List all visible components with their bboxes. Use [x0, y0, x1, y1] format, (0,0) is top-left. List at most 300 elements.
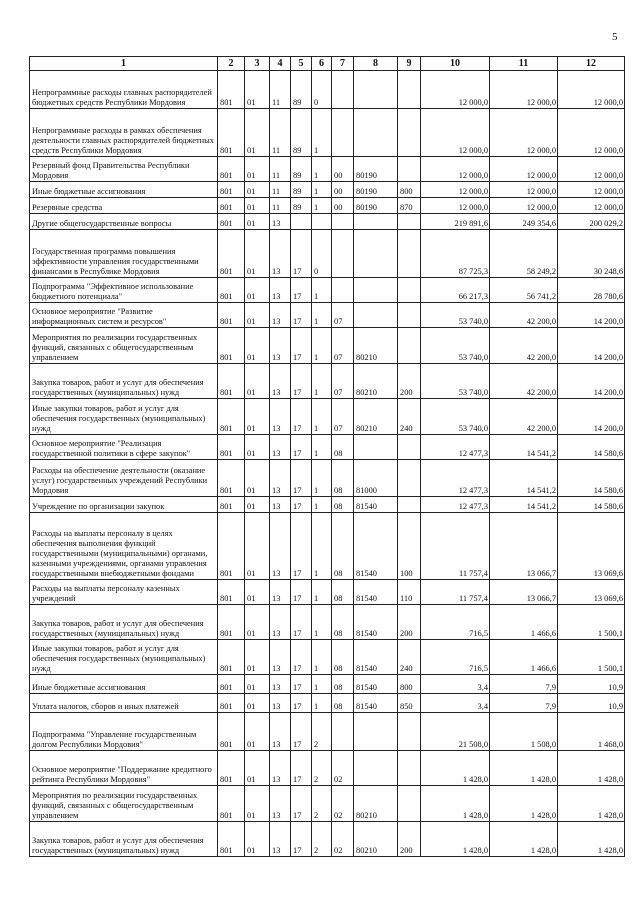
ministry-code-cell: 801: [218, 460, 245, 497]
activity-code-cell: 00: [332, 157, 354, 182]
subsection-code-cell: 13: [270, 694, 291, 713]
ministry-code-cell: 801: [218, 580, 245, 605]
amount-year-3-cell: 1 500,1: [558, 605, 625, 640]
subprogram-code-cell: 0: [312, 230, 332, 278]
program-code-cell: 89: [291, 109, 312, 157]
section-code-cell: 01: [245, 364, 270, 399]
section-code-cell: 01: [245, 109, 270, 157]
activity-code-cell: 00: [332, 182, 354, 198]
subprogram-code-cell: 1: [312, 364, 332, 399]
subprogram-code-cell: [312, 214, 332, 230]
ministry-code-cell: 801: [218, 71, 245, 109]
expense-type-code-cell: 200: [398, 364, 421, 399]
column-header-2: 2: [218, 57, 245, 71]
amount-year-2-cell: 42 200,0: [490, 399, 558, 435]
program-code-cell: 17: [291, 303, 312, 328]
activity-code-cell: [332, 230, 354, 278]
program-code-cell: 17: [291, 580, 312, 605]
amount-year-3-cell: 14 200,0: [558, 328, 625, 364]
table-row: [30, 822, 625, 857]
amount-year-2-cell: 42 200,0: [490, 328, 558, 364]
page-number: 5: [612, 31, 618, 43]
expense-type-code-cell: 850: [398, 694, 421, 713]
amount-year-1-cell: 12 000,0: [421, 109, 490, 157]
amount-year-1-cell: 12 000,0: [421, 182, 490, 198]
activity-code-cell: 08: [332, 605, 354, 640]
column-header-5: 5: [291, 57, 312, 71]
amount-year-2-cell: 1 466,6: [490, 640, 558, 675]
amount-year-2-cell: 58 249,2: [490, 230, 558, 278]
column-header-7: 7: [332, 57, 354, 71]
program-code-cell: 89: [291, 182, 312, 198]
ministry-code-cell: 801: [218, 364, 245, 399]
subprogram-code-cell: 1: [312, 328, 332, 364]
activity-code-cell: 08: [332, 694, 354, 713]
ministry-code-cell: 801: [218, 822, 245, 857]
expense-type-code-cell: 200: [398, 605, 421, 640]
amount-year-3-cell: 14 580,6: [558, 460, 625, 497]
direction-code-cell: [354, 751, 398, 786]
subprogram-code-cell: 1: [312, 497, 332, 513]
amount-year-2-cell: 1 508,0: [490, 713, 558, 751]
direction-code-cell: 81540: [354, 580, 398, 605]
section-code-cell: 01: [245, 182, 270, 198]
column-header-8: 8: [354, 57, 398, 71]
amount-year-2-cell: 12 000,0: [490, 71, 558, 109]
subsection-code-cell: 13: [270, 822, 291, 857]
ministry-code-cell: 801: [218, 497, 245, 513]
section-code-cell: 01: [245, 605, 270, 640]
amount-year-3-cell: 13 069,6: [558, 513, 625, 580]
expense-type-code-cell: 240: [398, 640, 421, 675]
amount-year-2-cell: 42 200,0: [490, 364, 558, 399]
expense-type-code-cell: [398, 230, 421, 278]
table-row: [30, 605, 625, 640]
table-row: [30, 713, 625, 751]
section-code-cell: 01: [245, 399, 270, 435]
amount-year-1-cell: 716,5: [421, 605, 490, 640]
section-code-cell: 01: [245, 751, 270, 786]
subsection-code-cell: 11: [270, 157, 291, 182]
activity-code-cell: [332, 71, 354, 109]
section-code-cell: 01: [245, 278, 270, 303]
expense-type-code-cell: [398, 751, 421, 786]
subprogram-code-cell: 2: [312, 786, 332, 822]
table-row: [30, 71, 625, 109]
amount-year-2-cell: 1 428,0: [490, 822, 558, 857]
expense-type-code-cell: [398, 303, 421, 328]
table-row: [30, 157, 625, 182]
ministry-code-cell: 801: [218, 605, 245, 640]
ministry-code-cell: 801: [218, 435, 245, 460]
amount-year-3-cell: 1 428,0: [558, 751, 625, 786]
item-name-cell: Основное мероприятие "Развитие информационных систем и ресурсов": [30, 303, 218, 328]
item-name-cell: Уплата налогов, сборов и иных платежей: [30, 694, 218, 713]
amount-year-2-cell: 56 741,2: [490, 278, 558, 303]
amount-year-3-cell: 10,9: [558, 694, 625, 713]
expense-type-code-cell: 870: [398, 198, 421, 214]
activity-code-cell: 02: [332, 822, 354, 857]
amount-year-1-cell: 716,5: [421, 640, 490, 675]
item-name-cell: Закупка товаров, работ и услуг для обеспечения государственных (муниципальных) нужд: [30, 605, 218, 640]
amount-year-1-cell: 12 000,0: [421, 157, 490, 182]
amount-year-2-cell: 12 000,0: [490, 182, 558, 198]
amount-year-2-cell: 249 354,6: [490, 214, 558, 230]
ministry-code-cell: 801: [218, 694, 245, 713]
program-code-cell: 17: [291, 694, 312, 713]
table-row: [30, 460, 625, 497]
column-header-4: 4: [270, 57, 291, 71]
table-row: [30, 694, 625, 713]
activity-code-cell: 08: [332, 497, 354, 513]
direction-code-cell: 80210: [354, 822, 398, 857]
section-code-cell: 01: [245, 157, 270, 182]
expense-type-code-cell: 200: [398, 822, 421, 857]
table-row: [30, 364, 625, 399]
item-name-cell: Иные бюджетные ассигнования: [30, 182, 218, 198]
expense-type-code-cell: [398, 786, 421, 822]
subprogram-code-cell: 1: [312, 580, 332, 605]
amount-year-3-cell: 1 428,0: [558, 786, 625, 822]
subsection-code-cell: 11: [270, 182, 291, 198]
section-code-cell: 01: [245, 580, 270, 605]
item-name-cell: Резервный фонд Правительства Республики Мордовия: [30, 157, 218, 182]
amount-year-3-cell: 12 000,0: [558, 182, 625, 198]
direction-code-cell: [354, 713, 398, 751]
program-code-cell: 17: [291, 713, 312, 751]
section-code-cell: 01: [245, 497, 270, 513]
amount-year-2-cell: 12 000,0: [490, 198, 558, 214]
direction-code-cell: [354, 71, 398, 109]
activity-code-cell: 08: [332, 675, 354, 694]
direction-code-cell: [354, 278, 398, 303]
section-code-cell: 01: [245, 460, 270, 497]
table-row: [30, 786, 625, 822]
program-code-cell: 89: [291, 157, 312, 182]
program-code-cell: 17: [291, 640, 312, 675]
expense-type-code-cell: [398, 278, 421, 303]
activity-code-cell: 07: [332, 303, 354, 328]
activity-code-cell: 07: [332, 399, 354, 435]
amount-year-1-cell: 12 000,0: [421, 71, 490, 109]
amount-year-1-cell: 53 740,0: [421, 364, 490, 399]
column-header-9: 9: [398, 57, 421, 71]
expense-type-code-cell: 800: [398, 675, 421, 694]
program-code-cell: 17: [291, 460, 312, 497]
amount-year-2-cell: 1 428,0: [490, 786, 558, 822]
item-name-cell: Иные закупки товаров, работ и услуг для обеспечения государственных (муниципальных) нужд: [30, 640, 218, 675]
item-name-cell: Подпрограмма "Эффективное использование бюджетного потенциала": [30, 278, 218, 303]
amount-year-1-cell: 53 740,0: [421, 303, 490, 328]
column-header-1: 1: [30, 57, 218, 71]
amount-year-2-cell: 13 066,7: [490, 580, 558, 605]
item-name-cell: Иные закупки товаров, работ и услуг для обеспечения государственных (муниципальных) нужд: [30, 399, 218, 435]
activity-code-cell: 08: [332, 513, 354, 580]
item-name-cell: Расходы на выплаты персоналу казенных учреждений: [30, 580, 218, 605]
program-code-cell: 89: [291, 71, 312, 109]
subprogram-code-cell: 1: [312, 640, 332, 675]
section-code-cell: 01: [245, 198, 270, 214]
direction-code-cell: [354, 303, 398, 328]
subsection-code-cell: 13: [270, 497, 291, 513]
amount-year-3-cell: 30 248,6: [558, 230, 625, 278]
amount-year-3-cell: 14 200,0: [558, 399, 625, 435]
amount-year-2-cell: 12 000,0: [490, 157, 558, 182]
section-code-cell: 01: [245, 303, 270, 328]
ministry-code-cell: 801: [218, 328, 245, 364]
subsection-code-cell: 13: [270, 214, 291, 230]
section-code-cell: 01: [245, 694, 270, 713]
activity-code-cell: 07: [332, 328, 354, 364]
amount-year-2-cell: 42 200,0: [490, 303, 558, 328]
amount-year-1-cell: 1 428,0: [421, 751, 490, 786]
subsection-code-cell: 13: [270, 605, 291, 640]
program-code-cell: [291, 214, 312, 230]
ministry-code-cell: 801: [218, 214, 245, 230]
program-code-cell: 89: [291, 198, 312, 214]
table-row: [30, 214, 625, 230]
expense-type-code-cell: [398, 157, 421, 182]
amount-year-2-cell: 13 066,7: [490, 513, 558, 580]
direction-code-cell: 80210: [354, 786, 398, 822]
subprogram-code-cell: 1: [312, 303, 332, 328]
table-row: [30, 513, 625, 580]
amount-year-3-cell: 1 500,1: [558, 640, 625, 675]
amount-year-1-cell: 12 477,3: [421, 460, 490, 497]
column-header-10: 10: [421, 57, 490, 71]
expense-type-code-cell: 800: [398, 182, 421, 198]
expense-type-code-cell: 100: [398, 513, 421, 580]
activity-code-cell: 08: [332, 460, 354, 497]
table-row: [30, 182, 625, 198]
subprogram-code-cell: 1: [312, 435, 332, 460]
direction-code-cell: 81540: [354, 675, 398, 694]
subsection-code-cell: 11: [270, 109, 291, 157]
subprogram-code-cell: 1: [312, 513, 332, 580]
amount-year-3-cell: 1 428,0: [558, 822, 625, 857]
activity-code-cell: [332, 713, 354, 751]
direction-code-cell: 81540: [354, 640, 398, 675]
activity-code-cell: [332, 278, 354, 303]
direction-code-cell: 81540: [354, 605, 398, 640]
amount-year-3-cell: 28 780,6: [558, 278, 625, 303]
expense-type-code-cell: [398, 328, 421, 364]
amount-year-2-cell: 14 541,2: [490, 460, 558, 497]
direction-code-cell: 81000: [354, 460, 398, 497]
amount-year-3-cell: 14 200,0: [558, 303, 625, 328]
item-name-cell: Расходы на обеспечение деятельности (оказание услуг) государственных учреждений Республики Мордовия: [30, 460, 218, 497]
expense-type-code-cell: [398, 435, 421, 460]
item-name-cell: Непрограммные расходы в рамках обеспечения деятельности главных распорядителей бюджетных средств Республики Мордовия: [30, 109, 218, 157]
item-name-cell: Иные бюджетные ассигнования: [30, 675, 218, 694]
table-row: [30, 497, 625, 513]
budget-table: [29, 56, 625, 857]
subprogram-code-cell: 1: [312, 198, 332, 214]
amount-year-1-cell: 3,4: [421, 694, 490, 713]
column-header-3: 3: [245, 57, 270, 71]
amount-year-3-cell: 14 200,0: [558, 364, 625, 399]
amount-year-3-cell: 12 000,0: [558, 71, 625, 109]
amount-year-2-cell: 7,9: [490, 675, 558, 694]
section-code-cell: 01: [245, 822, 270, 857]
section-code-cell: 01: [245, 513, 270, 580]
direction-code-cell: [354, 109, 398, 157]
subsection-code-cell: 13: [270, 580, 291, 605]
direction-code-cell: 80190: [354, 157, 398, 182]
expense-type-code-cell: [398, 713, 421, 751]
program-code-cell: 17: [291, 328, 312, 364]
ministry-code-cell: 801: [218, 109, 245, 157]
program-code-cell: 17: [291, 399, 312, 435]
amount-year-1-cell: 53 740,0: [421, 328, 490, 364]
subsection-code-cell: 13: [270, 751, 291, 786]
expense-type-code-cell: 240: [398, 399, 421, 435]
table-row: [30, 751, 625, 786]
item-name-cell: Мероприятия по реализации государственных функций, связанных с общегосударственным управлением: [30, 328, 218, 364]
activity-code-cell: [332, 109, 354, 157]
subprogram-code-cell: 1: [312, 157, 332, 182]
section-code-cell: 01: [245, 328, 270, 364]
expense-type-code-cell: [398, 109, 421, 157]
table-header-row: [30, 57, 625, 71]
section-code-cell: 01: [245, 786, 270, 822]
subsection-code-cell: 13: [270, 399, 291, 435]
table-body: [30, 71, 625, 857]
activity-code-cell: 02: [332, 786, 354, 822]
table-row: [30, 278, 625, 303]
table-row: [30, 109, 625, 157]
subsection-code-cell: 13: [270, 675, 291, 694]
amount-year-1-cell: 3,4: [421, 675, 490, 694]
amount-year-3-cell: 200 029,2: [558, 214, 625, 230]
table-row: [30, 328, 625, 364]
amount-year-1-cell: 1 428,0: [421, 822, 490, 857]
table-row: [30, 303, 625, 328]
amount-year-2-cell: 12 000,0: [490, 109, 558, 157]
table-row: [30, 399, 625, 435]
subprogram-code-cell: 1: [312, 399, 332, 435]
direction-code-cell: 80210: [354, 328, 398, 364]
subprogram-code-cell: 1: [312, 605, 332, 640]
amount-year-2-cell: 1 428,0: [490, 751, 558, 786]
item-name-cell: Расходы на выплаты персоналу в целях обеспечения выполнения функций государственными (муниципальными) органами, казенными учреждениями, органами управления государственными внебюджетными фондами: [30, 513, 218, 580]
expense-type-code-cell: [398, 214, 421, 230]
program-code-cell: 17: [291, 605, 312, 640]
ministry-code-cell: 801: [218, 675, 245, 694]
activity-code-cell: [332, 214, 354, 230]
amount-year-1-cell: 53 740,0: [421, 399, 490, 435]
amount-year-1-cell: 12 477,3: [421, 497, 490, 513]
ministry-code-cell: 801: [218, 713, 245, 751]
amount-year-2-cell: 14 541,2: [490, 435, 558, 460]
subsection-code-cell: 13: [270, 713, 291, 751]
ministry-code-cell: 801: [218, 182, 245, 198]
amount-year-3-cell: 13 069,6: [558, 580, 625, 605]
direction-code-cell: [354, 214, 398, 230]
amount-year-1-cell: 21 508,0: [421, 713, 490, 751]
direction-code-cell: 80190: [354, 198, 398, 214]
amount-year-1-cell: 11 757,4: [421, 513, 490, 580]
direction-code-cell: 80210: [354, 364, 398, 399]
item-name-cell: Закупка товаров, работ и услуг для обеспечения государственных (муниципальных) нужд: [30, 822, 218, 857]
program-code-cell: 17: [291, 513, 312, 580]
section-code-cell: 01: [245, 230, 270, 278]
activity-code-cell: 00: [332, 198, 354, 214]
activity-code-cell: 08: [332, 640, 354, 675]
direction-code-cell: [354, 230, 398, 278]
amount-year-2-cell: 1 466,6: [490, 605, 558, 640]
section-code-cell: 01: [245, 675, 270, 694]
subsection-code-cell: 13: [270, 278, 291, 303]
ministry-code-cell: 801: [218, 513, 245, 580]
subsection-code-cell: 13: [270, 786, 291, 822]
subprogram-code-cell: 1: [312, 109, 332, 157]
amount-year-3-cell: 12 000,0: [558, 109, 625, 157]
amount-year-3-cell: 12 000,0: [558, 198, 625, 214]
subprogram-code-cell: 2: [312, 822, 332, 857]
subprogram-code-cell: 2: [312, 713, 332, 751]
amount-year-3-cell: 10,9: [558, 675, 625, 694]
subsection-code-cell: 13: [270, 435, 291, 460]
program-code-cell: 17: [291, 751, 312, 786]
ministry-code-cell: 801: [218, 198, 245, 214]
direction-code-cell: 80210: [354, 399, 398, 435]
subsection-code-cell: 13: [270, 230, 291, 278]
ministry-code-cell: 801: [218, 157, 245, 182]
amount-year-1-cell: 11 757,4: [421, 580, 490, 605]
subsection-code-cell: 11: [270, 71, 291, 109]
activity-code-cell: 08: [332, 580, 354, 605]
table-row: [30, 640, 625, 675]
amount-year-3-cell: 14 580,6: [558, 435, 625, 460]
table-row: [30, 198, 625, 214]
item-name-cell: Непрограммные расходы главных распорядителей бюджетных средств Республики Мордовия: [30, 71, 218, 109]
program-code-cell: 17: [291, 786, 312, 822]
activity-code-cell: 02: [332, 751, 354, 786]
item-name-cell: Государственная программа повышения эффективности управления государственными финансами в Республике Мордовия: [30, 230, 218, 278]
program-code-cell: 17: [291, 364, 312, 399]
ministry-code-cell: 801: [218, 399, 245, 435]
item-name-cell: Резервные средства: [30, 198, 218, 214]
expense-type-code-cell: [398, 460, 421, 497]
item-name-cell: Основное мероприятие "Реализация государственной политики в сфере закупок": [30, 435, 218, 460]
program-code-cell: 17: [291, 278, 312, 303]
program-code-cell: 17: [291, 435, 312, 460]
subsection-code-cell: 11: [270, 198, 291, 214]
subprogram-code-cell: 0: [312, 71, 332, 109]
subsection-code-cell: 13: [270, 513, 291, 580]
section-code-cell: 01: [245, 214, 270, 230]
item-name-cell: Подпрограмма "Управление государственным долгом Республики Мордовия": [30, 713, 218, 751]
table-row: [30, 675, 625, 694]
item-name-cell: Мероприятия по реализации государственных функций, связанных с общегосударственным управлением: [30, 786, 218, 822]
section-code-cell: 01: [245, 640, 270, 675]
amount-year-1-cell: 219 891,6: [421, 214, 490, 230]
ministry-code-cell: 801: [218, 640, 245, 675]
subsection-code-cell: 13: [270, 364, 291, 399]
section-code-cell: 01: [245, 713, 270, 751]
subprogram-code-cell: 1: [312, 182, 332, 198]
program-code-cell: 17: [291, 675, 312, 694]
subprogram-code-cell: 1: [312, 278, 332, 303]
expense-type-code-cell: [398, 497, 421, 513]
ministry-code-cell: 801: [218, 230, 245, 278]
subprogram-code-cell: 2: [312, 751, 332, 786]
direction-code-cell: [354, 435, 398, 460]
subprogram-code-cell: 1: [312, 460, 332, 497]
activity-code-cell: 08: [332, 435, 354, 460]
subsection-code-cell: 13: [270, 328, 291, 364]
